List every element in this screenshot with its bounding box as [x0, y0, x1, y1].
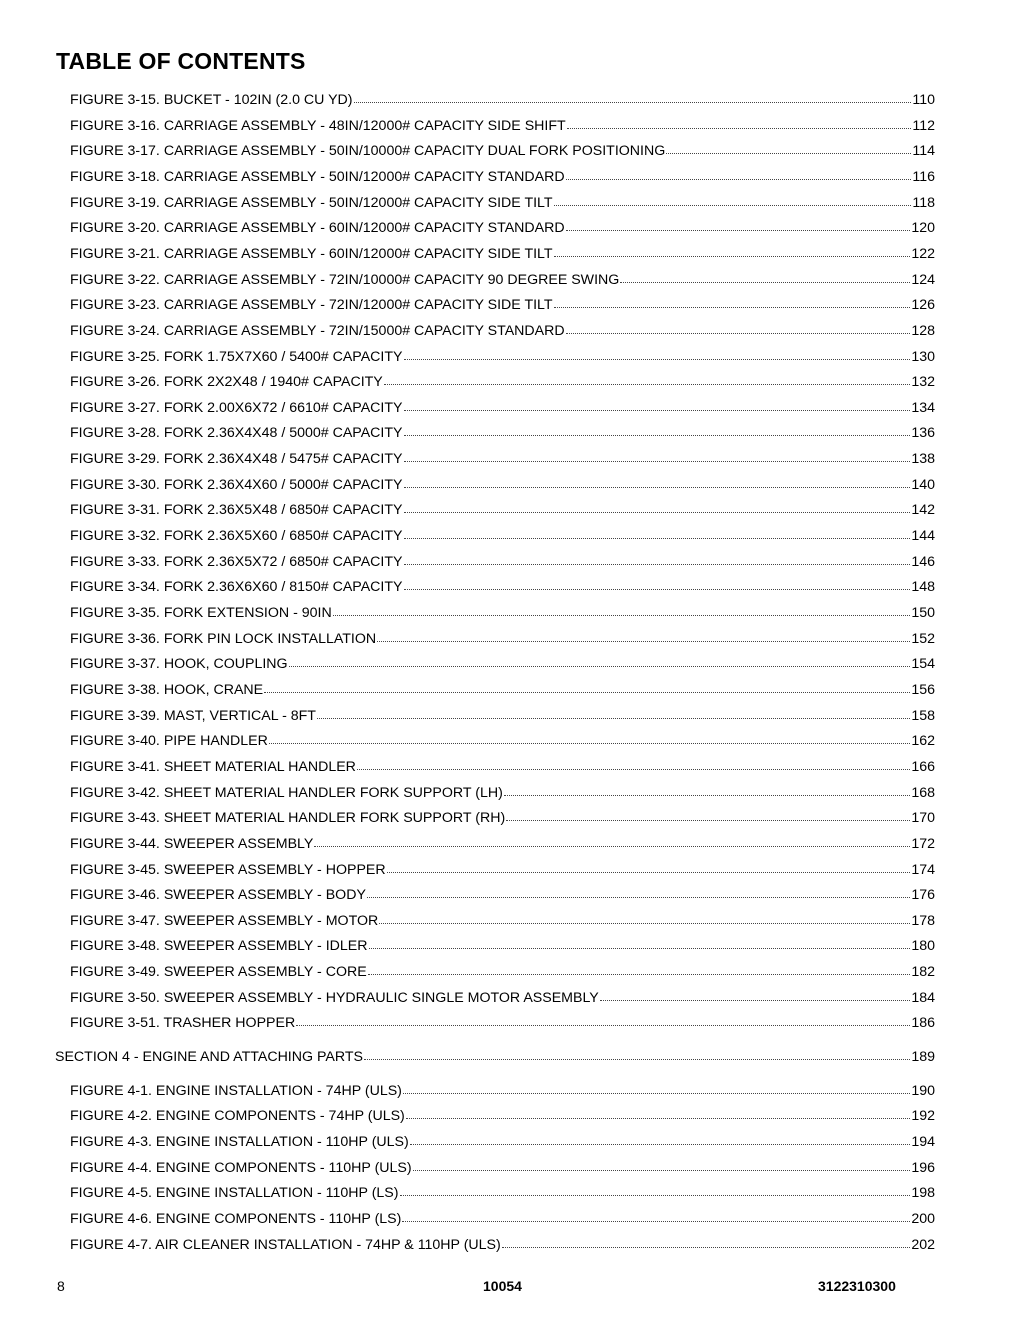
toc-entry-label: FIGURE 3-32. FORK 2.36X5X60 / 6850# CAPACITY — [70, 528, 403, 545]
toc-section-entry[interactable] — [55, 1048, 935, 1066]
toc-entry-label: FIGURE 3-41. SHEET MATERIAL HANDLER — [70, 758, 356, 775]
toc-entry[interactable] — [70, 912, 935, 930]
toc-entry[interactable] — [70, 1082, 935, 1100]
dot-leader — [333, 603, 911, 616]
toc-entry-label: FIGURE 3-15. BUCKET - 102IN (2.0 CU YD) — [70, 92, 353, 108]
toc-entry-label: FIGURE 3-17. CARRIAGE ASSEMBLY - 50IN/10000# CAPACITY DUAL FORK POSITIONING — [70, 143, 666, 160]
toc-entry-label: FIGURE 4-7. AIR CLEANER INSTALLATION - 74HP & 110HP (ULS) — [70, 1236, 501, 1253]
toc-entry-label: FIGURE 3-49. SWEEPER ASSEMBLY - CORE — [70, 964, 367, 981]
toc-entry-label: FIGURE 4-2. ENGINE COMPONENTS - 74HP (ULS) — [70, 1108, 405, 1125]
toc-entry[interactable] — [70, 348, 935, 366]
page-title: TABLE OF CONTENTS — [56, 48, 306, 74]
footer-center-code: 10054 — [483, 1278, 522, 1294]
toc-entry[interactable] — [70, 501, 935, 519]
dot-leader — [404, 552, 911, 565]
toc-entry-label: FIGURE 3-45. SWEEPER ASSEMBLY - HOPPER — [70, 861, 386, 878]
dot-leader — [264, 680, 910, 693]
toc-entry[interactable] — [70, 322, 935, 340]
toc-entry-page: 110 — [912, 92, 935, 108]
toc-entry[interactable] — [70, 989, 935, 1007]
toc-entry-page: 146 — [911, 553, 935, 570]
toc-entry-label: FIGURE 4-1. ENGINE INSTALLATION - 74HP (ULS) — [70, 1082, 402, 1099]
toc-entry[interactable] — [70, 245, 935, 263]
toc-entry[interactable] — [70, 271, 935, 289]
toc-entry-label: FIGURE 3-23. CARRIAGE ASSEMBLY - 72IN/12000# CAPACITY SIDE TILT — [70, 297, 553, 314]
dot-leader — [317, 706, 910, 719]
toc-entry-page: 168 — [911, 784, 935, 801]
dot-leader — [566, 167, 912, 180]
toc-entry-label: FIGURE 3-29. FORK 2.36X4X48 / 5475# CAPACITY — [70, 451, 403, 468]
toc-entry[interactable] — [70, 861, 935, 879]
toc-entry-page: 130 — [911, 348, 935, 365]
toc-entry-label: SECTION 4 - ENGINE AND ATTACHING PARTS — [55, 1049, 363, 1066]
toc-entry-page: 190 — [911, 1082, 935, 1099]
toc-entry-label: FIGURE 3-18. CARRIAGE ASSEMBLY - 50IN/12000# CAPACITY STANDARD — [70, 168, 565, 185]
dot-leader — [367, 885, 910, 898]
toc-entry-label: FIGURE 3-50. SWEEPER ASSEMBLY - HYDRAULIC SINGLE MOTOR ASSEMBLY — [70, 989, 599, 1006]
toc-entry-page: 174 — [911, 861, 935, 878]
toc-entry[interactable] — [70, 809, 935, 827]
toc-entry[interactable] — [70, 399, 935, 417]
dot-leader — [387, 860, 911, 873]
toc-entry[interactable] — [70, 1159, 935, 1177]
dot-leader — [377, 629, 910, 642]
toc-entry-page: 138 — [911, 451, 935, 468]
toc-entry-label: FIGURE 3-33. FORK 2.36X5X72 / 6850# CAPACITY — [70, 553, 403, 570]
toc-entry-page: 192 — [911, 1108, 935, 1125]
toc-entry-label: FIGURE 3-35. FORK EXTENSION - 90IN — [70, 605, 332, 621]
dot-leader — [404, 347, 911, 360]
toc-entry-label: FIGURE 3-30. FORK 2.36X4X60 / 5000# CAPACITY — [70, 476, 403, 493]
toc-entry[interactable] — [70, 655, 935, 673]
toc-entry[interactable] — [70, 1210, 935, 1228]
dot-leader — [384, 372, 911, 385]
toc-entry[interactable] — [70, 707, 935, 725]
toc-entry-label: FIGURE 3-43. SHEET MATERIAL HANDLER FORK SUPPORT (RH) — [70, 810, 506, 827]
toc-entry-label: FIGURE 3-48. SWEEPER ASSEMBLY - IDLER — [70, 938, 368, 955]
dot-leader — [567, 116, 912, 129]
dot-leader — [600, 988, 911, 1001]
toc-entry-page: 154 — [911, 656, 935, 673]
dot-leader — [368, 962, 911, 975]
toc-entry-label: FIGURE 3-42. SHEET MATERIAL HANDLER FORK SUPPORT (LH) — [70, 784, 503, 801]
toc-entry-page: 178 — [911, 912, 935, 929]
dot-leader — [357, 757, 910, 770]
toc-entry[interactable] — [70, 835, 935, 853]
toc-entry-label: FIGURE 3-28. FORK 2.36X4X48 / 5000# CAPACITY — [70, 425, 403, 442]
toc-entry-page: 112 — [912, 117, 935, 134]
dot-leader — [566, 321, 911, 334]
toc-entry-page: 134 — [911, 399, 935, 416]
dot-leader — [554, 295, 911, 308]
dot-leader — [413, 1158, 911, 1171]
dot-leader — [404, 398, 911, 411]
toc-entry[interactable] — [70, 117, 935, 135]
toc-entry[interactable] — [70, 296, 935, 314]
toc-entry-label: FIGURE 3-40. PIPE HANDLER — [70, 733, 268, 750]
toc-entry-page: 182 — [911, 964, 935, 981]
footer-page-number: 8 — [57, 1278, 65, 1294]
toc-entry-label: FIGURE 3-26. FORK 2X2X48 / 1940# CAPACITY — [70, 374, 383, 391]
toc-entry[interactable] — [70, 219, 935, 237]
toc-entry[interactable] — [70, 553, 935, 571]
dot-leader — [379, 911, 910, 924]
dot-leader — [404, 423, 911, 436]
toc-entry[interactable] — [70, 630, 935, 648]
toc-entry-page: 116 — [912, 168, 935, 185]
toc-entry-label: FIGURE 3-21. CARRIAGE ASSEMBLY - 60IN/12000# CAPACITY SIDE TILT — [70, 245, 553, 262]
toc-entry[interactable] — [70, 450, 935, 468]
toc-entry[interactable] — [70, 424, 935, 442]
toc-entry-page: 186 — [911, 1015, 935, 1032]
dot-leader — [554, 244, 911, 257]
toc-entry-label: FIGURE 3-24. CARRIAGE ASSEMBLY - 72IN/15000# CAPACITY STANDARD — [70, 322, 565, 339]
toc-entry-page: 152 — [911, 630, 935, 647]
toc-entry[interactable] — [70, 681, 935, 699]
toc-entry-label: FIGURE 3-46. SWEEPER ASSEMBLY - BODY — [70, 887, 366, 904]
toc-entry[interactable] — [70, 1184, 935, 1202]
toc-entry[interactable] — [70, 194, 935, 212]
toc-entry[interactable] — [70, 373, 935, 391]
toc-entry-page: 114 — [912, 143, 935, 160]
dot-leader — [506, 808, 910, 821]
toc-entry-page: 194 — [911, 1134, 935, 1150]
dot-leader — [554, 193, 912, 206]
dot-leader — [364, 1047, 910, 1060]
dot-leader — [404, 475, 911, 488]
dot-leader — [369, 936, 911, 949]
toc-entry-page: 142 — [911, 502, 935, 519]
toc-entry[interactable] — [70, 937, 935, 955]
dot-leader — [400, 1183, 911, 1196]
toc-entry[interactable] — [70, 886, 935, 904]
toc-entry-page: 140 — [911, 476, 935, 493]
dot-leader — [404, 449, 911, 462]
toc-entry-label: FIGURE 4-4. ENGINE COMPONENTS - 110HP (ULS) — [70, 1159, 412, 1176]
toc-entry-page: 202 — [911, 1236, 935, 1253]
toc-entry-label: FIGURE 3-37. HOOK, COUPLING — [70, 656, 288, 673]
dot-leader — [410, 1132, 911, 1145]
dot-leader — [289, 654, 911, 667]
toc-entry[interactable] — [70, 168, 935, 186]
toc-entry-label: FIGURE 3-19. CARRIAGE ASSEMBLY - 50IN/12000# CAPACITY SIDE TILT — [70, 194, 553, 211]
dot-leader — [296, 1013, 910, 1026]
footer-document-number: 3122310300 — [818, 1278, 896, 1294]
toc-entry[interactable] — [70, 784, 935, 802]
toc-entry-label: FIGURE 3-39. MAST, VERTICAL - 8FT — [70, 707, 316, 724]
toc-entry[interactable] — [70, 758, 935, 776]
toc-entry-page: 158 — [911, 707, 935, 724]
toc-entry-label: FIGURE 3-25. FORK 1.75X7X60 / 5400# CAPACITY — [70, 348, 403, 365]
toc-entry-label: FIGURE 4-3. ENGINE INSTALLATION - 110HP (ULS) — [70, 1134, 409, 1150]
toc-entry-page: 162 — [911, 733, 935, 750]
dot-leader — [504, 783, 911, 796]
toc-entry-label: FIGURE 3-20. CARRIAGE ASSEMBLY - 60IN/12000# CAPACITY STANDARD — [70, 220, 565, 237]
toc-entry-page: 156 — [911, 681, 935, 698]
toc-entry-page: 150 — [911, 605, 935, 621]
toc-entry-page: 180 — [911, 938, 935, 955]
toc-entry-label: FIGURE 3-44. SWEEPER ASSEMBLY — [70, 835, 314, 852]
dot-leader — [404, 500, 911, 513]
dot-leader — [406, 1106, 911, 1119]
dot-leader — [404, 577, 911, 590]
toc-entry[interactable] — [70, 142, 935, 160]
toc-entry[interactable] — [70, 91, 935, 109]
dot-leader — [403, 1081, 910, 1094]
dot-leader — [666, 141, 911, 154]
toc-entry-page: 128 — [911, 322, 935, 339]
toc-entry-page: 189 — [911, 1049, 935, 1066]
toc-entry[interactable] — [70, 578, 935, 596]
toc-entry[interactable] — [70, 476, 935, 494]
toc-entry-label: FIGURE 3-31. FORK 2.36X5X48 / 6850# CAPACITY — [70, 502, 403, 519]
toc-entry[interactable] — [70, 732, 935, 750]
toc-entry-page: 136 — [911, 425, 935, 442]
toc-entry-label: FIGURE 4-6. ENGINE COMPONENTS - 110HP (LS) — [70, 1210, 402, 1227]
dot-leader — [566, 218, 911, 231]
toc-entry-page: 122 — [911, 245, 935, 262]
toc-entry-page: 148 — [911, 579, 935, 596]
toc-entry[interactable] — [70, 1014, 935, 1032]
toc-entry-label: FIGURE 3-34. FORK 2.36X6X60 / 8150# CAPACITY — [70, 579, 403, 596]
toc-entry-page: 196 — [911, 1159, 935, 1176]
toc-entry[interactable] — [70, 1107, 935, 1125]
toc-entry-page: 144 — [911, 528, 935, 545]
toc-entry-page: 126 — [911, 297, 935, 314]
dot-leader — [402, 1209, 910, 1222]
toc-entry[interactable] — [70, 1133, 935, 1151]
toc-entry-page: 120 — [911, 220, 935, 237]
toc-entry-page: 184 — [911, 989, 935, 1006]
dot-leader — [354, 90, 912, 103]
toc-entry[interactable] — [70, 1236, 935, 1254]
dot-leader — [314, 834, 910, 847]
toc-entry-page: 170 — [911, 810, 935, 827]
toc-entry-label: FIGURE 3-38. HOOK, CRANE — [70, 681, 264, 698]
dot-leader — [620, 270, 910, 283]
toc-entry-label: FIGURE 3-16. CARRIAGE ASSEMBLY - 48IN/12000# CAPACITY SIDE SHIFT — [70, 117, 566, 134]
toc-entry-page: 172 — [911, 835, 935, 852]
toc-entry-label: FIGURE 3-22. CARRIAGE ASSEMBLY - 72IN/10000# CAPACITY 90 DEGREE SWING — [70, 271, 620, 288]
toc-entry-page: 124 — [911, 271, 935, 288]
toc-entry-label: FIGURE 3-27. FORK 2.00X6X72 / 6610# CAPACITY — [70, 399, 403, 416]
toc-entry-page: 176 — [911, 887, 935, 904]
toc-entry-page: 118 — [912, 194, 935, 211]
toc-entry-label: FIGURE 3-36. FORK PIN LOCK INSTALLATION — [70, 630, 377, 647]
toc-entry-page: 200 — [911, 1210, 935, 1227]
dot-leader — [502, 1235, 911, 1248]
toc-entry[interactable] — [70, 527, 935, 545]
toc-entry-page: 198 — [911, 1185, 935, 1202]
toc-entry[interactable] — [70, 604, 935, 622]
toc-entry-page: 166 — [911, 758, 935, 775]
toc-entry-label: FIGURE 4-5. ENGINE INSTALLATION - 110HP (LS) — [70, 1185, 399, 1202]
toc-entry-label: FIGURE 3-51. TRASHER HOPPER — [70, 1015, 296, 1032]
toc-entry[interactable] — [70, 963, 935, 981]
dot-leader — [269, 731, 910, 744]
toc-entry-page: 132 — [911, 374, 935, 391]
toc-entry-label: FIGURE 3-47. SWEEPER ASSEMBLY - MOTOR — [70, 912, 379, 929]
dot-leader — [404, 526, 911, 539]
